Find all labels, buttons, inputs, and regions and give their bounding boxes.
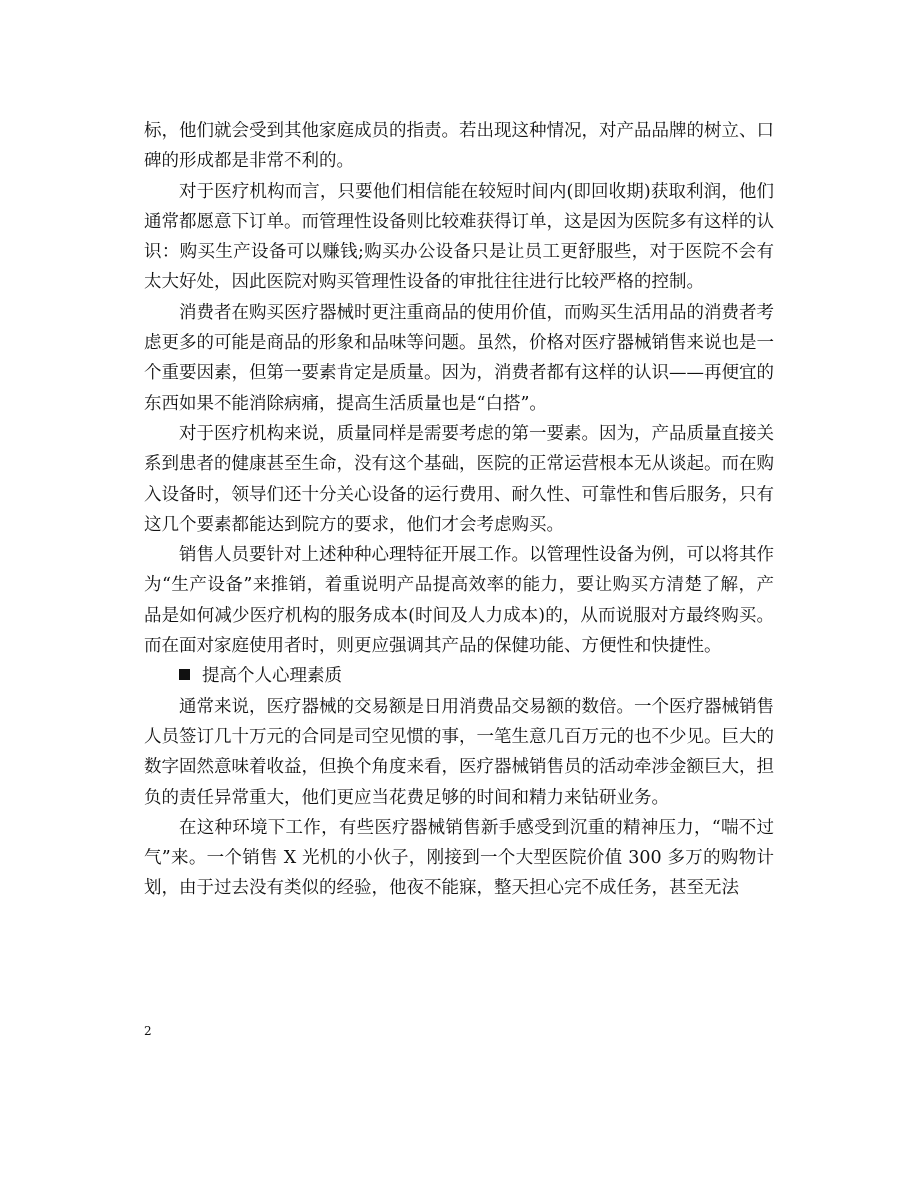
paragraph-5: 销售人员要针对上述种种心理特征开展工作。以管理性设备为例，可以将其作为“生产设备”来推销，着重说明产品提高效率的能力，要让购买方清楚了解，产品是如何减少医疗机构的服务成本(时间及人力成本)的，从而说服对方最终购买。而在面对家庭使用者时，则更应强调其产品的保健功能、方便性和快捷性。: [144, 545, 774, 657]
paragraph-1: 标，他们就会受到其他家庭成员的指责。若出现这种情况，对产品品牌的树立、口碑的形成都是非常不利的。: [144, 121, 774, 172]
paragraph-4: 对于医疗机构来说，质量同样是需要考虑的第一要素。因为，产品质量直接关系到患者的健康甚至生命，没有这个基础，医院的正常运营根本无从谈起。而在购入设备时，领导们还十分关心设备的运行费用、耐久性、可靠性和售后服务，只有这几个要素都能达到院方的要求，他们才会考虑购买。: [144, 423, 774, 535]
paragraph-6: 通常来说，医疗器械的交易额是日用消费品交易额的数倍。一个医疗器械销售人员签订几十万元的合同是司空见惯的事，一笔生意几百万元的也不少见。巨大的数字固然意味着收益，但换个角度来看，医疗器械销售员的活动牵涉金额巨大，担负的责任异常重大，他们更应当花费足够的时间和精力来钻研业务。: [144, 696, 774, 808]
paragraph-3: 消费者在购买医疗器械时更注重商品的使用价值，而购买生活用品的消费者考虑更多的可能是商品的形象和品味等问题。虽然，价格对医疗器械销售来说也是一个重要因素，但第一要素肯定是质量。因为，消费者都有这样的认识——再便宜的东西如果不能消除病痛，提高生活质量也是“白搭”。: [144, 302, 774, 414]
section-heading-text: 提高个人心理素质: [202, 666, 342, 687]
square-bullet-icon: [179, 669, 190, 680]
page-number: 2: [144, 1024, 152, 1038]
document-body: [144, 116, 774, 904]
section-heading: [144, 661, 774, 691]
paragraph-2: 对于医疗机构而言，只要他们相信能在较短时间内(即回收期)获取利润，他们通常都愿意下订单。而管理性设备则比较难获得订单，这是因为医院多有这样的认识：购买生产设备可以赚钱;购买办公设备只是让员工更舒服些，对于医院不会有太大好处，因此医院对购买管理性设备的审批往往进行比较严格的控制。: [144, 181, 774, 293]
paragraph-7: 在这种环境下工作，有些医疗器械销售新手感受到沉重的精神压力，“喘不过气”来。一个销售 X 光机的小伙子，刚接到一个大型医院价值 300 多万的购物计划，由于过去没有类似的经验，他夜不能寐，整天担心完不成任务，甚至无法: [144, 817, 774, 899]
